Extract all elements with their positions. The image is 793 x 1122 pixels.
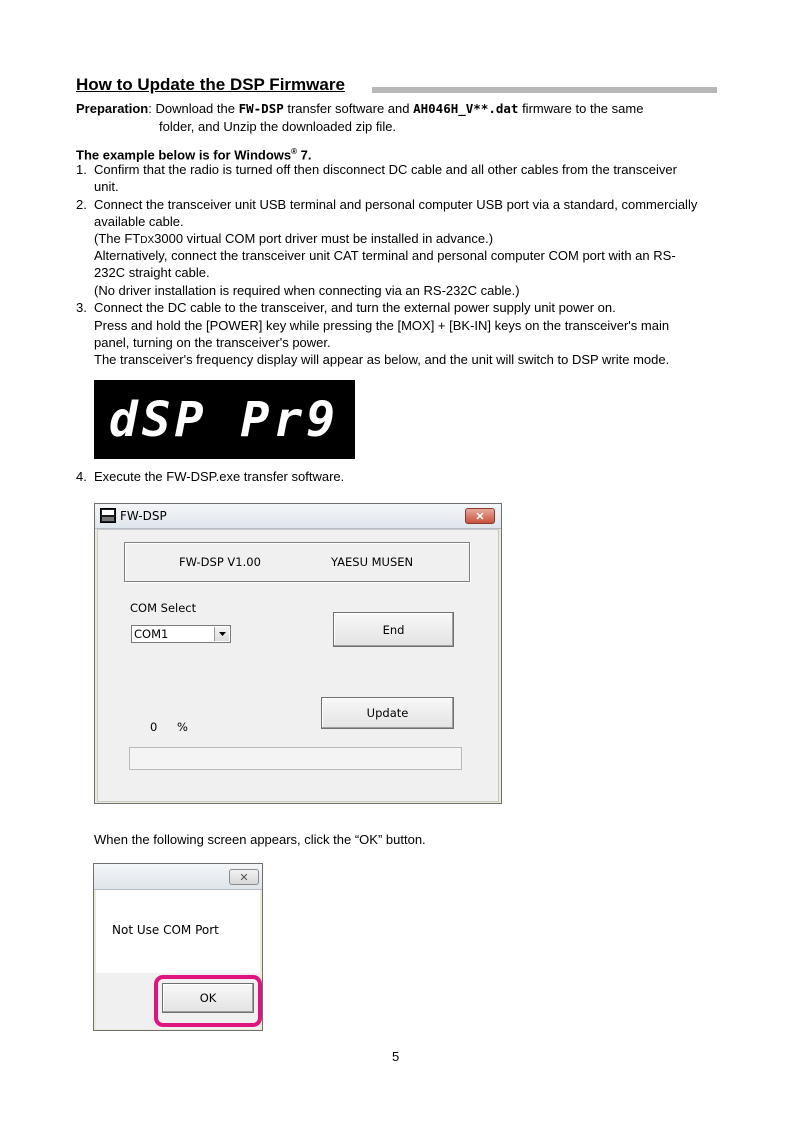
step-2-line-5: 232C straight cable. [94,265,210,280]
chevron-down-icon [215,627,230,641]
software-name: FW-DSP [238,101,284,116]
lcd-text: dSP Pr9 [108,392,340,448]
preparation-text-b: transfer software and [283,101,414,116]
fw-dsp-client-area [97,529,499,802]
lcd-segment-display [94,380,355,459]
com-select-label: COM Select [130,601,197,615]
com-select-dropdown[interactable] [131,625,231,643]
step-3-line-4: The transceiver's frequency display will appear as below, and the unit will switch to DSP write mode. [94,352,670,367]
progress-unit: % [177,720,188,734]
driver-note: 3000 virtual COM port driver must be installed in advance.) [154,231,494,246]
page-title: How to Update the DSP Firmware [76,75,345,94]
step-1-line-2: unit. [94,179,119,194]
step-3-line-3: panel, turning on the transceiver's power. [94,335,331,350]
update-button-label: Update [366,706,409,720]
step-2-line-6: (No driver installation is required when connecting via an RS-232C cable.) [94,283,520,298]
step-3-number: 3. [76,300,87,315]
page-number: 5 [392,1049,400,1064]
title-rule [372,87,717,93]
ok-button[interactable] [162,983,254,1013]
com-select-value: COM1 [134,627,169,641]
dsp-app-icon [100,508,116,523]
fw-dsp-window [94,503,502,804]
update-button[interactable] [321,697,454,729]
preparation-text-a: : Download the [148,101,239,116]
progress-value: 0 [150,720,158,734]
step-2-line-4: Alternatively, connect the transceiver unit CAT terminal and personal computer COM port with an RS- [94,248,676,263]
step-2-number: 2. [76,197,87,212]
message-dialog-close-button[interactable] [229,869,259,885]
message-dialog-title-bar[interactable] [94,864,262,890]
registered-mark: ® [291,147,298,156]
preparation-line [76,100,717,117]
dx-small-caps: DX [140,235,155,246]
fw-dsp-title: FW-DSP [120,509,167,523]
message-text: Not Use COM Port [112,923,219,937]
progress-bar [129,747,462,770]
version-text: FW-DSP V1.00 [179,555,261,569]
step-3-line-2: Press and hold the [POWER] key while pressing the [MOX] + [BK-IN] keys on the transceiver's main [94,318,670,333]
step-4-line-1: Execute the FW-DSP.exe transfer software. [94,469,345,484]
preparation-line-2: folder, and Unzip the downloaded zip file. [159,119,397,134]
example-tail: 7. [297,147,312,163]
ft-text: (The FT [94,231,141,246]
step-2-line-1: Connect the transceiver unit USB terminal and personal computer USB port via a standard, commercially [94,197,698,212]
preparation-text-c: firmware to the same [518,101,644,116]
preparation-label: Preparation [76,101,149,116]
step-1-number: 1. [76,162,87,177]
dropdown-button[interactable] [214,627,229,641]
close-icon: ✕ [475,510,485,523]
step-3-line-1: Connect the DC cable to the transceiver, and turn the external power supply unit power on. [94,300,616,315]
message-dialog [93,863,263,1031]
fw-dsp-close-button[interactable] [465,508,495,524]
version-banner [124,542,470,582]
ok-instruction: When the following screen appears, click the “OK” button. [94,832,426,847]
end-button-label: End [382,622,405,637]
manufacturer-text: YAESU MUSEN [331,555,414,569]
step-2-line-2: available cable. [94,214,184,229]
example-text: The example below is for Windows [76,147,292,163]
ok-button-label: OK [199,991,217,1005]
close-icon: ✕ [239,871,249,884]
firmware-name: AH046H_V**.dat [413,101,519,116]
dsp-write-mode-display [94,380,355,459]
fw-dsp-title-bar[interactable] [95,504,501,529]
step-1-line-1: Confirm that the radio is turned off then disconnect DC cable and all other cables from the transceiver [94,162,677,177]
step-4-number: 4. [76,469,87,484]
end-button[interactable] [333,612,454,647]
